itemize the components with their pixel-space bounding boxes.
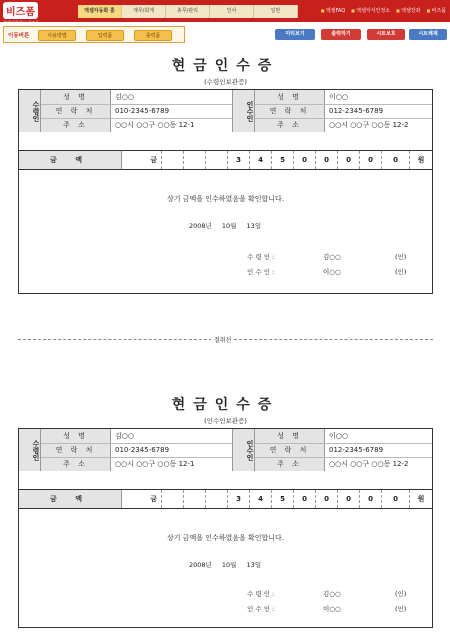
- receiver-side-text: 인수인: [246, 100, 254, 122]
- amount-digit[interactable]: [184, 151, 206, 169]
- receiver-contact-label: 연 락 처: [255, 104, 325, 118]
- date: [189, 221, 269, 230]
- receiver-contact[interactable]: 012-2345-6789: [329, 107, 384, 115]
- payer-side-text: 수령인: [32, 100, 40, 122]
- row-line: [41, 118, 232, 119]
- amount-digit[interactable]: 0: [294, 490, 316, 508]
- receiver-side-text: 인수인: [246, 439, 254, 461]
- protect-sheet-button[interactable]: 시트보호: [367, 29, 405, 40]
- party-grid: [19, 90, 432, 132]
- preview-button[interactable]: 미리보기: [275, 29, 315, 40]
- tab-finance[interactable]: 재무/회계: [122, 5, 166, 18]
- row-line: [255, 443, 432, 444]
- payer-side-label: [19, 429, 41, 471]
- amount-digit[interactable]: 4: [250, 490, 272, 508]
- receipt-receiver-copy: [18, 394, 433, 613]
- amount-digit[interactable]: 0: [382, 151, 410, 169]
- output-form-button[interactable]: 출력폼: [134, 30, 172, 41]
- won-label: 원: [417, 156, 425, 164]
- logo-mark: 비즈폼: [3, 2, 38, 19]
- row-line: [255, 104, 432, 105]
- receiver-name-label: 성 명: [255, 90, 325, 104]
- amount-digit[interactable]: [162, 490, 184, 508]
- top-bar: [0, 0, 450, 25]
- amount-label: 금 액: [19, 151, 122, 169]
- receiver-name[interactable]: 이○○: [329, 432, 348, 440]
- receiver-address[interactable]: ○○시 ○○구 ○○동 12-2: [329, 460, 409, 468]
- link-knowledge[interactable]: ■ 엑셀자식인정소: [351, 7, 390, 14]
- logo-subtitle: 경제지원회사 비즈폼: [3, 20, 40, 25]
- payer-address-label: 주 소: [41, 457, 111, 471]
- link-lecture[interactable]: ■ 엑셀강좌: [396, 7, 420, 14]
- link-bizforms[interactable]: ■ 비즈폼: [426, 7, 446, 14]
- payer-address[interactable]: ○○시 ○○구 ○○동 12-1: [115, 121, 195, 129]
- date-year: 2008년: [189, 222, 212, 230]
- amount-digit[interactable]: 0: [382, 490, 410, 508]
- amount-digit[interactable]: 0: [316, 151, 338, 169]
- receiver-sign-name: 이○○: [323, 268, 341, 276]
- payer-sign-name: 김○○: [323, 590, 341, 598]
- receiver-side-label: [233, 429, 255, 471]
- currency-prefix: 금: [122, 151, 162, 169]
- amount-digit[interactable]: 4: [250, 151, 272, 169]
- receipt-box: [18, 428, 433, 628]
- payer-side-text: 수령인: [32, 439, 40, 461]
- receiver-sign-role: 인 수 인 :: [247, 605, 275, 613]
- receipt-box: [18, 89, 433, 294]
- payer-sign-name: 김○○: [323, 253, 341, 261]
- top-links: [321, 7, 446, 14]
- receiver-address-label: 주 소: [255, 457, 325, 471]
- usage-button[interactable]: 사용방법: [38, 30, 76, 41]
- payer-sign-role: 수 령 인 :: [247, 253, 275, 261]
- amount-digit[interactable]: 0: [360, 151, 382, 169]
- payer-name-label: 성 명: [41, 429, 111, 443]
- confirm-text: 상기 금액을 인수하였음을 확인합니다.: [166, 534, 285, 542]
- date: [189, 560, 269, 569]
- receiver-contact-label: 연 락 처: [255, 443, 325, 457]
- confirm-text: 상기 금액을 인수하였음을 확인합니다.: [166, 195, 285, 203]
- amount-digit[interactable]: [162, 151, 184, 169]
- amount-row: [19, 150, 432, 170]
- quick-nav-label: 이동버튼: [8, 33, 30, 39]
- amount-digit[interactable]: 0: [294, 151, 316, 169]
- amount-digit[interactable]: 0: [316, 490, 338, 508]
- link-faq[interactable]: ■ 엑셀FAQ: [321, 7, 345, 14]
- receiver-sign-role: 인 수 인 :: [247, 268, 275, 276]
- logo[interactable]: [3, 2, 63, 25]
- amount-digit[interactable]: [206, 490, 228, 508]
- amount-label: 금 액: [19, 490, 122, 508]
- amount-row: [19, 489, 432, 509]
- print-button[interactable]: 출력하기: [321, 29, 361, 40]
- payer-address[interactable]: ○○시 ○○구 ○○동 12-1: [115, 460, 195, 468]
- amount-digit[interactable]: 0: [360, 490, 382, 508]
- tab-hr[interactable]: 인사: [210, 5, 254, 18]
- amount-digit[interactable]: 3: [228, 490, 250, 508]
- date-day: 13일: [246, 561, 262, 569]
- payer-seal: (인): [395, 590, 407, 598]
- row-line: [255, 457, 432, 458]
- amount-digit[interactable]: 5: [272, 151, 294, 169]
- payer-address-label: 주 소: [41, 118, 111, 132]
- amount-digit[interactable]: [184, 490, 206, 508]
- tab-admin[interactable]: 총무/관리: [166, 5, 210, 18]
- amount-digit[interactable]: 0: [338, 490, 360, 508]
- receipt-subtitle: (수령인보관증): [204, 78, 247, 86]
- payer-contact[interactable]: 010-2345-6789: [115, 107, 170, 115]
- row-line: [41, 443, 232, 444]
- payer-name[interactable]: 김○○: [115, 93, 134, 101]
- party-grid: [19, 429, 432, 471]
- date-day: 13일: [246, 222, 262, 230]
- receiver-address-label: 주 소: [255, 118, 325, 132]
- receipt-title: 현금인수증: [171, 397, 280, 413]
- payer-contact-label: 연 락 처: [41, 104, 111, 118]
- receiver-name-label: 성 명: [255, 429, 325, 443]
- payer-contact[interactable]: 010-2345-6789: [115, 446, 170, 454]
- quick-nav: [3, 26, 185, 43]
- receiver-contact[interactable]: 012-2345-6789: [329, 446, 384, 454]
- tab-home[interactable]: 엑셀자동화 홈: [78, 5, 122, 18]
- receiver-seal: (인): [395, 605, 407, 613]
- tab-general[interactable]: 일반: [254, 5, 298, 18]
- receiver-side-label: [233, 90, 255, 132]
- payer-seal: (인): [395, 253, 407, 261]
- row-line: [255, 118, 432, 119]
- payer-side-label: [19, 90, 41, 132]
- input-form-button[interactable]: 입력폼: [86, 30, 124, 41]
- amount-digit[interactable]: 0: [338, 151, 360, 169]
- date-year: 2008년: [189, 561, 212, 569]
- date-month: 10월: [221, 222, 237, 230]
- main-tabs: [78, 5, 298, 18]
- receipt-subtitle: (인수인보관증): [204, 417, 247, 425]
- payer-contact-label: 연 락 처: [41, 443, 111, 457]
- receipt-title: 현금인수증: [171, 58, 280, 74]
- payer-name[interactable]: 김○○: [115, 432, 134, 440]
- amount-digit[interactable]: [206, 151, 228, 169]
- receiver-sign-name: 이○○: [323, 605, 341, 613]
- receiver-address[interactable]: ○○시 ○○구 ○○동 12-2: [329, 121, 409, 129]
- row-line: [41, 104, 232, 105]
- receipt-payer-copy: [18, 55, 433, 276]
- amount-digit[interactable]: 3: [228, 151, 250, 169]
- date-month: 10월: [221, 561, 237, 569]
- unprotect-sheet-button[interactable]: 시트해제: [409, 29, 447, 40]
- receiver-name[interactable]: 이○○: [329, 93, 348, 101]
- cut-label: 절취선: [211, 335, 234, 344]
- row-line: [41, 457, 232, 458]
- currency-prefix: 금: [122, 490, 162, 508]
- receiver-seal: (인): [395, 268, 407, 276]
- amount-digit[interactable]: 5: [272, 490, 294, 508]
- payer-sign-role: 수 령 인 :: [247, 590, 275, 598]
- toolbar: [3, 26, 447, 43]
- payer-name-label: 성 명: [41, 90, 111, 104]
- won-label: 원: [417, 495, 425, 503]
